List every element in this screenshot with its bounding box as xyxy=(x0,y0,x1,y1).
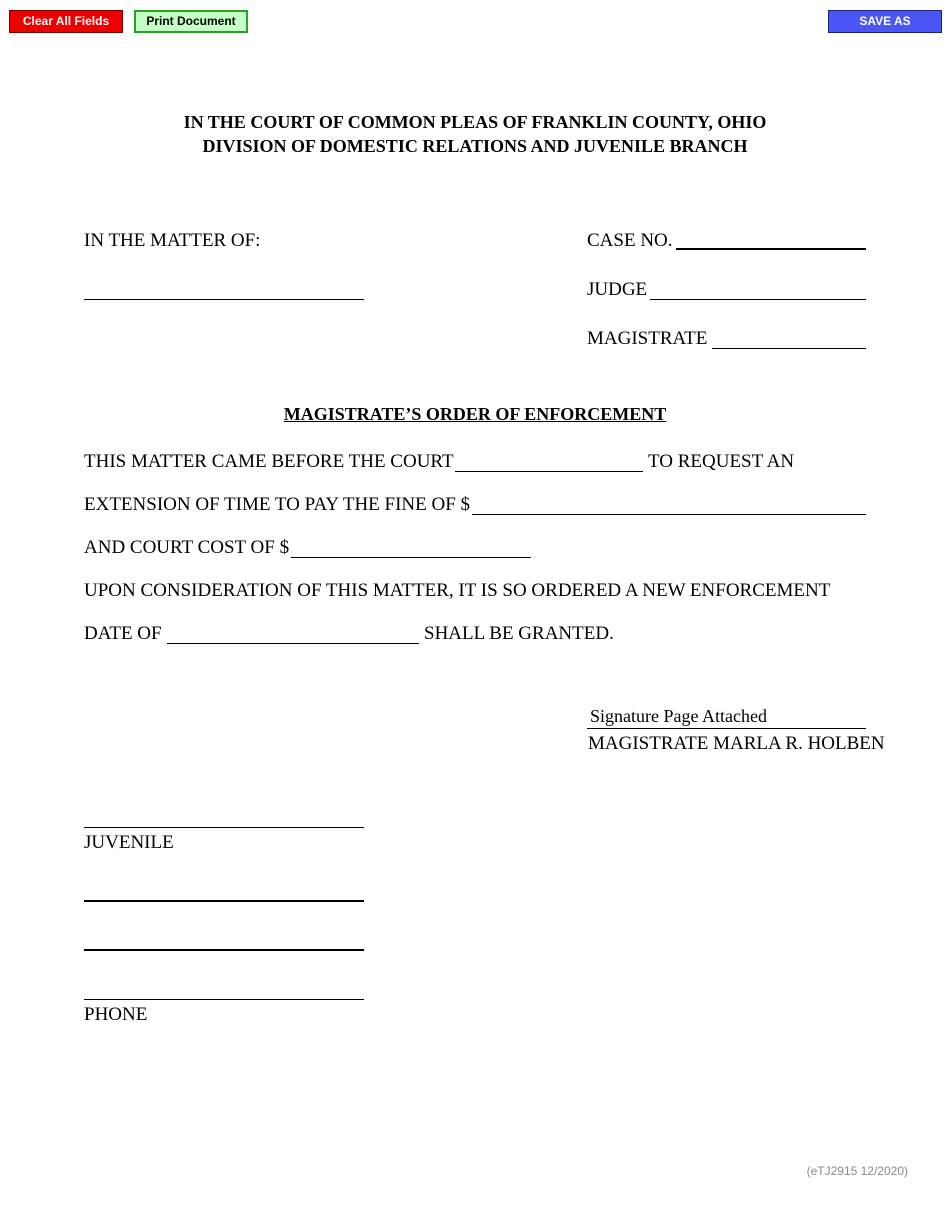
fine-amount-underline xyxy=(472,514,866,515)
form-id: (eTJ2915 12/2020) xyxy=(806,1164,908,1178)
magistrate-field[interactable] xyxy=(712,328,866,348)
order-line2-text: EXTENSION OF TIME TO PAY THE FINE OF $ xyxy=(84,494,471,515)
order-title: MAGISTRATE’S ORDER OF ENFORCEMENT xyxy=(283,404,667,424)
phone-field[interactable] xyxy=(84,979,364,999)
clear-all-fields-button[interactable]: Clear All Fields xyxy=(9,10,123,33)
case-no-label: CASE NO. xyxy=(587,230,673,251)
signature-line xyxy=(587,728,866,729)
enforcement-date-field[interactable] xyxy=(167,623,419,643)
print-document-button[interactable]: Print Document xyxy=(134,10,248,33)
date-came-before-underline xyxy=(455,471,643,472)
judge-field[interactable] xyxy=(650,279,866,299)
magistrate-underline xyxy=(712,348,866,349)
order-line1-end: TO REQUEST AN xyxy=(648,451,795,472)
date-came-before-field[interactable] xyxy=(455,451,643,471)
save-as-button[interactable]: SAVE AS xyxy=(828,10,942,33)
address-line2-field[interactable] xyxy=(84,929,364,949)
magistrate-label: MAGISTRATE xyxy=(587,328,708,349)
matter-name-underline xyxy=(84,299,364,300)
court-heading-line1: IN THE COURT OF COMMON PLEAS OF FRANKLIN COUNTY, OHIO xyxy=(183,112,767,132)
fine-amount-field[interactable] xyxy=(472,494,866,514)
address-line1-field[interactable] xyxy=(84,880,364,900)
address-line1-underline xyxy=(84,900,364,902)
address-line2-underline xyxy=(84,949,364,951)
case-no-field[interactable] xyxy=(676,229,866,249)
juvenile-underline xyxy=(84,827,364,828)
signature-attached-text: Signature Page Attached xyxy=(590,706,767,726)
order-line4-text: UPON CONSIDERATION OF THIS MATTER, IT IS SO ORDERED A NEW ENFORCEMENT xyxy=(84,580,831,601)
order-line3-text: AND COURT COST OF $ xyxy=(84,537,290,558)
enforcement-date-underline xyxy=(167,643,419,644)
court-cost-underline xyxy=(291,557,531,558)
judge-label: JUDGE xyxy=(587,279,648,300)
court-heading-line2: DIVISION OF DOMESTIC RELATIONS AND JUVENILE BRANCH xyxy=(202,136,748,156)
matter-name-field[interactable] xyxy=(84,279,364,299)
magistrate-name: MAGISTRATE MARLA R. HOLBEN xyxy=(588,733,885,754)
case-no-underline xyxy=(676,248,866,250)
judge-underline xyxy=(650,299,866,300)
order-line5-end: SHALL BE GRANTED. xyxy=(424,623,614,644)
order-line1-start: THIS MATTER CAME BEFORE THE COURT xyxy=(84,451,454,472)
phone-label: PHONE xyxy=(84,1004,148,1025)
order-line5-start: DATE OF xyxy=(84,623,162,644)
juvenile-field[interactable] xyxy=(84,807,364,827)
juvenile-label: JUVENILE xyxy=(84,832,174,853)
matter-label: IN THE MATTER OF: xyxy=(84,230,261,251)
court-cost-field[interactable] xyxy=(291,537,531,557)
phone-underline xyxy=(84,999,364,1000)
